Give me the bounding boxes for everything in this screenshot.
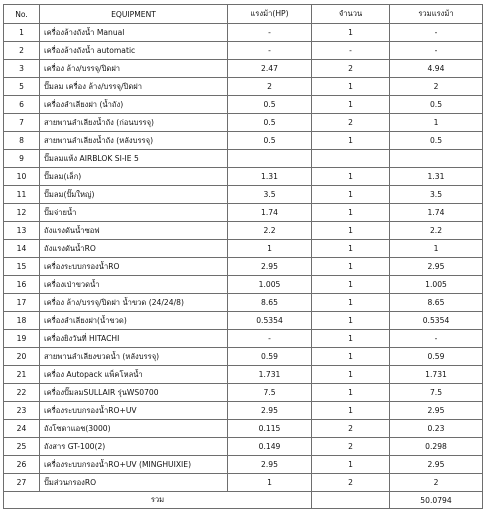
cell-total-horsepower: 4.94 — [390, 60, 483, 78]
total-row — [4, 492, 483, 509]
cell-total-horsepower: 3.5 — [390, 186, 483, 204]
cell-no: 7 — [4, 114, 40, 132]
cell-horsepower: 0.5 — [228, 96, 312, 114]
cell-equipment: ถังแรงดันน้ำซอฟ — [40, 222, 228, 240]
cell-equipment: เครื่อง Autopack แพ็คโหลน้ำ — [40, 366, 228, 384]
cell-total-horsepower: 0.5 — [390, 132, 483, 150]
table-row — [4, 60, 483, 78]
cell-no: 13 — [4, 222, 40, 240]
cell-equipment: เครื่องล้างถังน้ำ Manual — [40, 24, 228, 42]
cell-horsepower: 1.74 — [228, 204, 312, 222]
cell-total-horsepower: - — [390, 330, 483, 348]
cell-horsepower: 2.2 — [228, 222, 312, 240]
cell-quantity — [312, 150, 390, 168]
cell-no: 21 — [4, 366, 40, 384]
cell-horsepower: 0.5 — [228, 114, 312, 132]
cell-horsepower: 2 — [228, 78, 312, 96]
table-row — [4, 420, 483, 438]
cell-quantity: 1 — [312, 294, 390, 312]
cell-total-horsepower: 0.298 — [390, 438, 483, 456]
cell-equipment: ปั๊มลม(เล็ก) — [40, 168, 228, 186]
cell-quantity: 1 — [312, 312, 390, 330]
cell-quantity: 1 — [312, 78, 390, 96]
cell-equipment: สายพานลำเลียงขวดน้ำ (หลังบรรจุ) — [40, 348, 228, 366]
table-row — [4, 366, 483, 384]
table-header — [4, 5, 483, 24]
table-row — [4, 168, 483, 186]
table-row — [4, 384, 483, 402]
cell-horsepower: 7.5 — [228, 384, 312, 402]
cell-no: 20 — [4, 348, 40, 366]
cell-equipment: เครื่องยิงวันที่ HITACHI — [40, 330, 228, 348]
table-row — [4, 240, 483, 258]
cell-total-horsepower: 2.95 — [390, 258, 483, 276]
cell-no: 17 — [4, 294, 40, 312]
cell-equipment: เครื่องระบบกรองน้ำRO+UV — [40, 402, 228, 420]
cell-no: 3 — [4, 60, 40, 78]
cell-quantity: 1 — [312, 384, 390, 402]
cell-no: 5 — [4, 78, 40, 96]
cell-quantity: 1 — [312, 240, 390, 258]
cell-equipment: ปั๊มลมแห้ง AIRBLOK SI-IE 5 — [40, 150, 228, 168]
cell-total-horsepower: - — [390, 24, 483, 42]
cell-horsepower: 1.731 — [228, 366, 312, 384]
cell-horsepower: - — [228, 330, 312, 348]
cell-no: 11 — [4, 186, 40, 204]
table-row — [4, 186, 483, 204]
cell-no: 6 — [4, 96, 40, 114]
cell-quantity: 2 — [312, 114, 390, 132]
cell-no: 22 — [4, 384, 40, 402]
cell-horsepower: 3.5 — [228, 186, 312, 204]
table-row — [4, 474, 483, 492]
table-row — [4, 96, 483, 114]
cell-quantity: 2 — [312, 474, 390, 492]
cell-quantity: 2 — [312, 60, 390, 78]
cell-no: 2 — [4, 42, 40, 60]
cell-horsepower: 0.59 — [228, 348, 312, 366]
equipment-horsepower-sheet — [3, 4, 483, 509]
cell-quantity: 1 — [312, 348, 390, 366]
table-row — [4, 402, 483, 420]
cell-total-horsepower: 1.74 — [390, 204, 483, 222]
cell-equipment: ปั๊มจ่ายน้ำ — [40, 204, 228, 222]
cell-horsepower: - — [228, 24, 312, 42]
cell-no: 25 — [4, 438, 40, 456]
cell-no: 12 — [4, 204, 40, 222]
table-row — [4, 78, 483, 96]
table-footer — [4, 492, 483, 509]
cell-horsepower: 2.95 — [228, 456, 312, 474]
table-row — [4, 312, 483, 330]
table-row — [4, 258, 483, 276]
table-row — [4, 438, 483, 456]
cell-horsepower: - — [228, 42, 312, 60]
cell-horsepower: 0.149 — [228, 438, 312, 456]
cell-equipment: เครื่องปั๊มลมSULLAIR รุ่นWS0700 — [40, 384, 228, 402]
table-row — [4, 24, 483, 42]
table-row — [4, 330, 483, 348]
cell-no: 24 — [4, 420, 40, 438]
table-row — [4, 204, 483, 222]
cell-equipment: เครื่องเป่าขวดน้ำ — [40, 276, 228, 294]
cell-quantity: 1 — [312, 456, 390, 474]
cell-no: 14 — [4, 240, 40, 258]
grand-total-value: 50.0794 — [390, 492, 483, 509]
cell-equipment: ปั๊มส่วนกรองRO — [40, 474, 228, 492]
cell-total-horsepower: 2.2 — [390, 222, 483, 240]
cell-equipment: ปั๊มลม(ปั๊มใหญ่) — [40, 186, 228, 204]
table-body — [4, 24, 483, 492]
table-row — [4, 276, 483, 294]
cell-horsepower — [228, 150, 312, 168]
cell-quantity: 1 — [312, 132, 390, 150]
table-row — [4, 294, 483, 312]
cell-total-horsepower — [390, 150, 483, 168]
cell-no: 1 — [4, 24, 40, 42]
cell-total-horsepower: 0.5354 — [390, 312, 483, 330]
cell-quantity: 1 — [312, 204, 390, 222]
cell-total-horsepower: 7.5 — [390, 384, 483, 402]
cell-horsepower: 1 — [228, 474, 312, 492]
header-row — [4, 5, 483, 24]
table-row — [4, 42, 483, 60]
cell-total-horsepower: - — [390, 42, 483, 60]
equipment-table — [3, 4, 483, 509]
cell-no: 9 — [4, 150, 40, 168]
cell-quantity: 2 — [312, 438, 390, 456]
cell-no: 10 — [4, 168, 40, 186]
cell-horsepower: 1 — [228, 240, 312, 258]
cell-equipment: เครื่อง ล้าง/บรรจุ/ปิดฝา น้ำขวด (24/24/8) — [40, 294, 228, 312]
cell-equipment: เครื่อง ล้าง/บรรจุ/ปิดฝา — [40, 60, 228, 78]
table-row — [4, 132, 483, 150]
cell-quantity: 1 — [312, 186, 390, 204]
cell-horsepower: 1.31 — [228, 168, 312, 186]
cell-no: 15 — [4, 258, 40, 276]
cell-total-horsepower: 1.731 — [390, 366, 483, 384]
cell-no: 18 — [4, 312, 40, 330]
cell-total-horsepower: 1 — [390, 240, 483, 258]
cell-total-horsepower: 2.95 — [390, 456, 483, 474]
cell-total-horsepower: 0.23 — [390, 420, 483, 438]
header-no: No. — [4, 5, 40, 24]
cell-total-horsepower: 8.65 — [390, 294, 483, 312]
cell-quantity: 1 — [312, 402, 390, 420]
cell-equipment: ถังโซดาแอช(3000) — [40, 420, 228, 438]
header-total-horsepower: รวมแรงม้า — [390, 5, 483, 24]
cell-equipment: เครื่องระบบกรองน้ำRO+UV (MINGHUIXIE) — [40, 456, 228, 474]
cell-total-horsepower: 2 — [390, 474, 483, 492]
cell-horsepower: 1.005 — [228, 276, 312, 294]
cell-total-horsepower: 2 — [390, 78, 483, 96]
cell-quantity: 1 — [312, 222, 390, 240]
cell-total-horsepower: 1.31 — [390, 168, 483, 186]
cell-quantity: 1 — [312, 330, 390, 348]
cell-horsepower: 8.65 — [228, 294, 312, 312]
cell-quantity: 1 — [312, 168, 390, 186]
cell-equipment: เครื่องลำเลียงฝา(น้ำขวด) — [40, 312, 228, 330]
cell-equipment: ปั๊มลม เครื่อง ล้าง/บรรจุ/ปิดฝา — [40, 78, 228, 96]
cell-horsepower: 0.5354 — [228, 312, 312, 330]
cell-equipment: สายพานลำเลียงน้ำถัง (ก่อนบรรจุ) — [40, 114, 228, 132]
cell-total-horsepower: 0.5 — [390, 96, 483, 114]
cell-quantity: 1 — [312, 24, 390, 42]
cell-quantity: 1 — [312, 366, 390, 384]
cell-total-horsepower: 2.95 — [390, 402, 483, 420]
cell-quantity: - — [312, 42, 390, 60]
table-row — [4, 456, 483, 474]
cell-no: 23 — [4, 402, 40, 420]
cell-equipment: เครื่องล้างถังน้ำ automatic — [40, 42, 228, 60]
cell-equipment: ถังแรงดันน้ำRO — [40, 240, 228, 258]
cell-quantity: 1 — [312, 276, 390, 294]
cell-no: 27 — [4, 474, 40, 492]
total-quantity-cell — [312, 492, 390, 509]
cell-quantity: 1 — [312, 258, 390, 276]
cell-no: 26 — [4, 456, 40, 474]
cell-equipment: สายพานลำเลียงน้ำถัง (หลังบรรจุ) — [40, 132, 228, 150]
table-row — [4, 150, 483, 168]
cell-equipment: เครื่องระบบกรองน้ำRO — [40, 258, 228, 276]
cell-quantity: 1 — [312, 96, 390, 114]
cell-no: 16 — [4, 276, 40, 294]
header-quantity: จำนวน — [312, 5, 390, 24]
table-row — [4, 114, 483, 132]
header-equipment: EQUIPMENT — [40, 5, 228, 24]
table-row — [4, 348, 483, 366]
cell-no: 19 — [4, 330, 40, 348]
cell-total-horsepower: 1 — [390, 114, 483, 132]
cell-horsepower: 2.95 — [228, 258, 312, 276]
cell-total-horsepower: 1.005 — [390, 276, 483, 294]
cell-horsepower: 2.95 — [228, 402, 312, 420]
cell-horsepower: 0.5 — [228, 132, 312, 150]
table-row — [4, 222, 483, 240]
header-horsepower: แรงม้า(HP) — [228, 5, 312, 24]
cell-equipment: ถังสาร GT-100(2) — [40, 438, 228, 456]
cell-no: 8 — [4, 132, 40, 150]
cell-total-horsepower: 0.59 — [390, 348, 483, 366]
total-label: รวม — [4, 492, 312, 509]
cell-horsepower: 0.115 — [228, 420, 312, 438]
cell-equipment: เครื่องลำเลียงฝา (น้ำถัง) — [40, 96, 228, 114]
cell-quantity: 2 — [312, 420, 390, 438]
cell-horsepower: 2.47 — [228, 60, 312, 78]
